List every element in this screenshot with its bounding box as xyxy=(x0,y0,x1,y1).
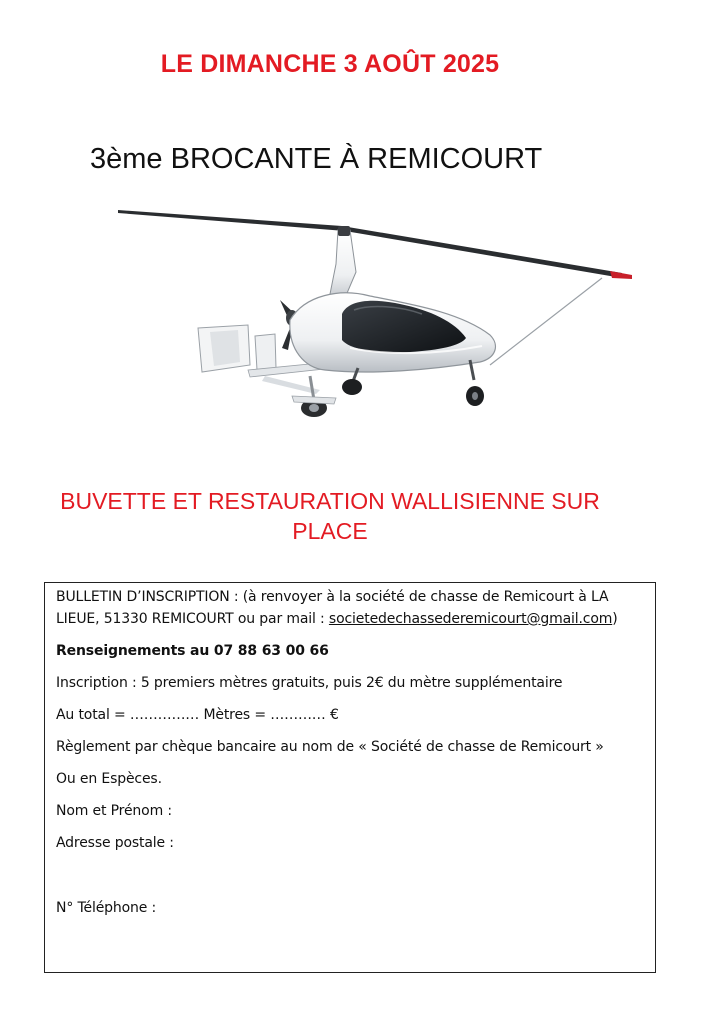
event-title: 3ème BROCANTE À REMICOURT xyxy=(90,143,543,175)
inscription-terms: Inscription : 5 premiers mètres gratuits, puis 2€ du mètre supplémentaire xyxy=(56,675,563,691)
total-field: Au total = …………… Mètres = ………… € xyxy=(56,707,339,723)
buvette-line1: BUVETTE ET RESTAURATION WALLISIENNE SUR xyxy=(60,488,600,514)
telephone-field: N° Téléphone : xyxy=(56,900,157,916)
registration-form xyxy=(44,582,656,973)
form-header-line2 xyxy=(56,611,618,627)
renseignements-phone: Renseignements au 07 88 63 00 66 xyxy=(56,643,329,659)
gyrocopter-image xyxy=(110,200,650,430)
closing-paren: ) xyxy=(612,611,618,627)
adresse-field: Adresse postale : xyxy=(56,835,174,851)
address-text: LIEUE, 51330 REMICOURT ou par mail : xyxy=(56,611,329,627)
email-link[interactable]: societedechassederemicourt@gmail.com xyxy=(328,611,613,627)
nom-prenom-field: Nom et Prénom : xyxy=(56,803,172,819)
form-header-line1: BULLETIN D’INSCRIPTION : (à renvoyer à la société de chasse de Remicourt à LA xyxy=(56,589,609,605)
reglement-line: Règlement par chèque bancaire au nom de « Société de chasse de Remicourt » xyxy=(56,739,604,755)
buvette-notice xyxy=(30,486,630,546)
event-date: LE DIMANCHE 3 AOÛT 2025 xyxy=(160,50,500,78)
especes-line: Ou en Espèces. xyxy=(56,771,162,787)
buvette-line2: PLACE xyxy=(292,518,368,544)
